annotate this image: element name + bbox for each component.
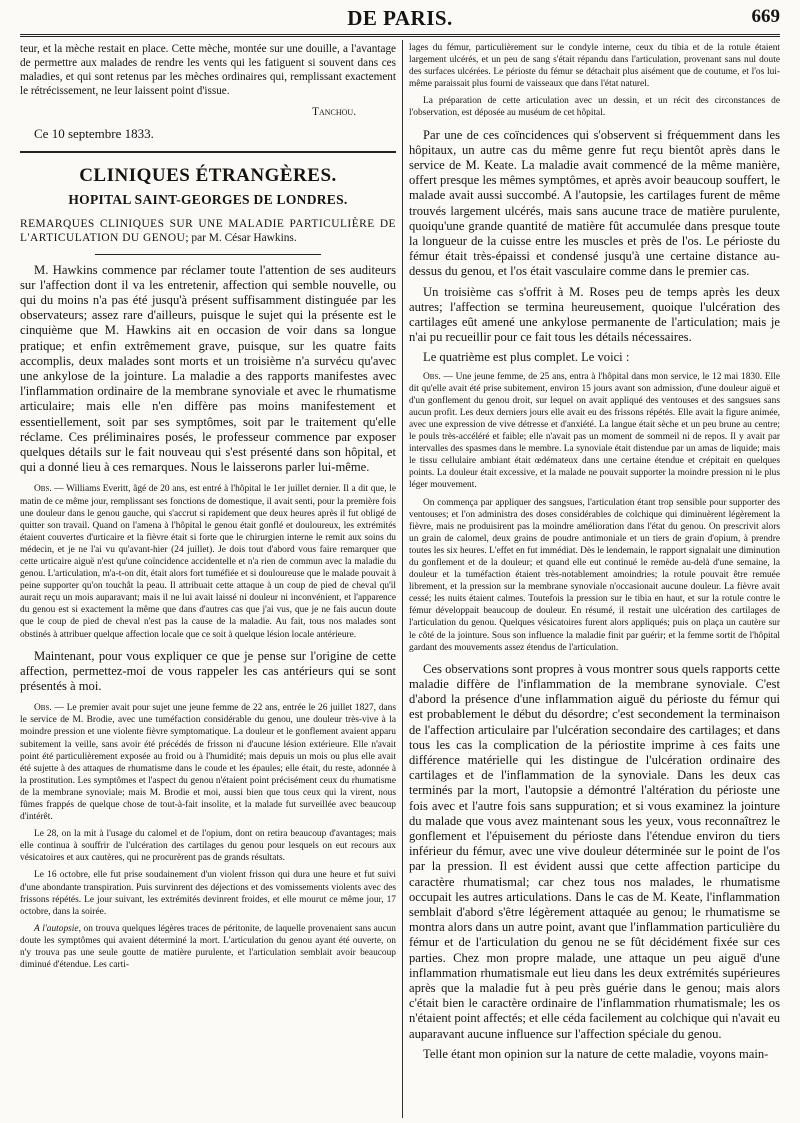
page-number: 669 xyxy=(751,6,780,27)
paragraph-closing: Telle étant mon opinion sur la nature de cette maladie, voyons main- xyxy=(423,1046,769,1061)
observation-first-case-autopsy xyxy=(20,923,396,971)
paragraph-keate-case: Par une de ces coïncidences qui s'observent si fréquemment dans les hôpitaux, un autre cas du même genre fut reçu bientôt après dans le service de M. Keate. La maladie avait commencé de la même manière, offert presque les mêmes symptômes, et après avoir beaucoup souffert, le malade avait aussi succombé. A l'autopsie, les cartilages furent de même trouvés largement ulcérés, mais sans aucune trace de matière purulente, quoiqu'une grande quantité de matière fût accumulée dans presque toute la longueur de la cuisse entre les muscles et près de l'os. Le périoste du fémur était très-épaissi et condensé jusqu'à une certaine distance au-dessus du genou, et l'os était vasculaire comme dans le premier cas. xyxy=(409,127,780,279)
article-title-main: REMARQUES CLINIQUES SUR UNE MALADIE PARTICULIÈRE DE L'ARTICULATION DU GENOU xyxy=(20,218,396,245)
page-header xyxy=(20,6,780,32)
museum-note: La préparation de cette articulation avec un dessin, et un récit des circonstances de l'observation, est déposée au muséum de cet hôpital. xyxy=(409,96,780,119)
obs-text: Une jeune femme, de 25 ans, entra à l'hôpital dans mon service, le 12 mai 1830. Elle dit qu'elle avait été prise subitement, environ 15 jours avant son admission, d'une douleur aiguë et d'un gonflement du genou droit, sur lequel on avait appliqué des ventouses et des sangsues sans aucun profit. Les deux derniers jours elle avait eu des frissons répétés. Elle avait la figure animée, avec une expression de vive détresse et d'anxiété. La langue était sèche et un peu brune au centre; le pouls très-accéléré et faible; elle n'avait pas un moment de sommeil ni de repos. Il y avait par intervalles des spasmes dans le membre. La synoviale était distendue par un amas de liquide; mais le tissu cellulaire ambiant était œdémateux dans une certaine étendue et crépitait en quelques points. La douleur était excessive, et la malade ne pouvait supporter la moindre pression ni le plus léger mouvement. xyxy=(409,371,780,491)
observation-first-case-death: Le 16 octobre, elle fut prise soudainement d'un violent frisson qui dura une heure et fut suivi d'une abondante transpiration. Puis survinrent des déjections et des vomissements violents avec des frissons répétés. Le jour suivant, les extrémités devinrent froides, et elle mourut ce même jour, 17 octobre, dans la soirée. xyxy=(20,870,396,917)
observation-first-case-cont: Le 28, on la mit à l'usage du calomel et de l'opium, dont on retira beaucoup d'avantages; mais elle continua à souffrir de l'ulcération des cartilages du genou pour lesquels on eut recours aux vésicatoires et aux cautères, qui ne procurèrent pas de grands résultats. xyxy=(20,829,396,864)
paragraph-intro-hawkins: M. Hawkins commence par réclamer toute l'attention de ses auditeurs sur l'affection dont il va les entretenir, affection qui semble nouvelle, ou qui du moins n'a pas été jusqu'à présent suffisamment distinguée par les observateurs; assez rare d'ailleurs, puisque le sujet qui la présente est le cinquième que M. Hawkins ait en occasion de voir dans sa longue pratique; et enfin extrêmement grave, puisque, sur les quatre faits accomplis, deux malades sont morts et un troisième n'a survécu qu'avec une ankylose de la jointure. La maladie a des rapports manifestes avec l'inflammation ordinaire de la membrane synoviale et avec le rhumatisme articulaire; mais elle n'en diffère pas moins manifestement et essentiellement, soit par ses symptômes, soit par le traitement qu'elle réclame. Ces préliminaires posés, le professeur commence par exposer quelques détails sur le fait nouveau qui s'est présenté dans son hôpital, et qui a donné lieu à ces remarques. Nous le laisserons parler lui-même. xyxy=(20,262,396,475)
running-title: DE PARIS. xyxy=(347,6,453,30)
article-title-author: ; par M. César Hawkins. xyxy=(185,232,297,245)
article-date: Ce 10 septembre 1833. xyxy=(34,125,154,141)
right-column xyxy=(409,42,780,1062)
section-separator xyxy=(20,151,396,153)
left-column xyxy=(20,42,396,971)
autopsy-continued: lages du fémur, particulièrement sur le condyle interne, ceux du tibia et de la rotule étaient largement ulcérés, et un peu de sang s'était répandu dans l'articulation, provenant sans nul doute des surfaces ulcérées. Le périoste du fémur se détachait plus aisément que de coutume, et l'os lui-même paraissait plus fourni de vaisseaux que dans l'état naturel. xyxy=(409,43,780,90)
obs-label: Obs. — xyxy=(34,484,64,495)
column-divider xyxy=(402,40,403,1118)
paragraph-fourth-intro: Le quatrième est plus complet. Le voici : xyxy=(423,350,630,365)
autopsy-label: A l'autopsie xyxy=(34,923,79,934)
observation-fourth-treatment: On commença par appliquer des sangsues, l'articulation étant trop sensible pour supporter des ventouses; et l'on administra des doses considérables de colchique qui diminuèrent légèrement la fièvre, mais ne produisirent pas la moindre amélioration dans l'état du genou. On prescrivit alors un grain de calomel, deux grains de poudre antimoniale et un tiers de grain d'opium, à prendre toutes les six heures. L'effet en fut immédiat. Dès le lendemain, le rapport signalait une diminution du gonflement et de la douleur; et quand elle eut continué le remède au-delà d'une semaine, la douleur et la tuméfaction étaient très-notablement amoindries; la rotule pouvait être remuée librement, et la pression sur la membrane synoviale n'occasionait aucune douleur. La fièvre avait cessé; les nuits étaient calmes. Toutefois la pression sur le tibia en haut, et sur la rotule contre le fémur développait beaucoup de douleur. En résumé, il restait une ulcération des cartilages de l'articulation du genou. Quelques vésicatoires furent alors appliqués; puis on plaça un cautère sur le côté de la jointure. Sous son influence la maladie finit par guérir; et la femme sortit de l'hôpital gardant des mouvements assez étendus de l'articulation. xyxy=(409,497,780,653)
obs-label: Obs. — xyxy=(423,371,453,382)
observation-first-case xyxy=(20,702,396,823)
obs-label: Obs. — xyxy=(34,703,64,714)
obs-text: Le premier avait pour sujet une jeune femme de 22 ans, entrée le 26 juillet 1827, dans le service de M. Brodie, avec une tuméfaction considérable du genou, une douleur très-vive à la moindre pression et une violente fièvre symptomatique. La douleur et le gonflement avaient apparu subitement la veille, sans avoir été précédés de frisson ni d'aucune lésion extérieure. Elle n'avait point été particulièrement exposée au froid ou à l'humidité; mais depuis un mois ou plus elle avait été sujette à des attaques de rhumatisme dans le coude et les épaules; elle était, du reste, adonnée à la prostitution. Les symptômes et l'aspect du genou n'étaient point précisément ceux du rhumatisme de la membrane synoviale; mais M. Brodie et moi, aussi bien que tous ceux qui la virent, nous fûmes frappés de quelque chose de tout-à-fait insolite, et la malade fut surveillée avec beaucoup d'intérêt. xyxy=(20,703,396,823)
paragraph-discussion: Ces observations sont propres à vous montrer sous quels rapports cette maladie diffère de l'inflammation de la membrane synoviale. C'est d'abord la présence d'une inflammation aiguë du périoste du fémur qui est probablement le début du désordre; c'est secondement la terminaison de l'affection articulaire par l'ulcération secondaire des cartilages; et dans tous les cas la complication de la périostite imprime à ces faits une différence matérielle qui les distingue de l'ulcération ordinaire des cartilages et de l'inflammation de la synoviale. Dans les deux cas terminés par la mort, l'autopsie a démontré l'altération du périoste une fois avec et l'autre fois sans suppuration; et si vous examinez la jointure du malade que vous avez maintenant sous les yeux, vous reconnaîtrez le gonflement et l'épuisement du périoste dans l'étendue environ du tiers inférieur du fémur, avec une vive douleur déterminée sur le point de l'os par la pression. Il est évident aussi que cette affection participe du caractère rhumatismal; car chez tous nos malades, le rhumatisme occupait les autres articulations. Dans le cas de M. Keate, l'inflammation semblait d'abord s'être légèrement attaquée au genou; le rhumatisme se montra alors dans un autre point, avant que l'inflammation particulière du fémur et de l'articulation du genou ne se fût décidément fixée sur ces parties. Chez mon propre malade, une attaque un peu aiguë d'une inflammation rhumatismale eut lieu dans les deux extrémités supérieures après que la maladie fut à peu près guérie dans le genou; mais alors c'était bien le caractère ordinaire de l'inflammation rhumatismale; les os n'étaient point affectés; et elle céda facilement au colchique qui n'avait eu auparavant aucune influence sur l'affection spéciale du genou. xyxy=(409,661,780,1041)
section-title: CLINIQUES ÉTRANGÈRES. xyxy=(79,164,337,186)
paragraph-transition: Maintenant, pour vous expliquer ce que je pense sur l'origine de cette affection, permettez-moi de vous rappeler les cas antérieurs qui se sont présentés à moi. xyxy=(20,648,396,694)
obs-text: Williams Everitt, âgé de 20 ans, est entré à l'hôpital le 1er juillet dernier. Il a dit que, le matin de ce même jour, remplissant ses fonctions de domestique, il avait senti, pour la première fois une douleur dans le genou gauche, qui s'accrut si rapidement que deux heures après il fut obligé de quitter son travail. Quand on l'amena à l'hôpital le genou était gonflé et douloureux, les extrémités étaient couvertes d'urticaire et la fièvre était si forte que le chirurgien interne le remit aux soins du médecin, et je ne l'ai vu qu'avant-hier (24 juillet). Je dois tout d'abord vous faire remarquer que cette urticaire aiguë n'est qu'une coïncidence accidentelle et n'a rien de commun avec la maladie du genou. L'articulation, m'a-t-on dit, était alors fort tuméfiée et si douloureuse que le malade pouvait à peine supporter qu'on touchât la peau. Il attribuait cette attaque à un coup de pied de cheval qu'il aurait reçu un mois auparavant; mais il ne lui avait laissé ni douleur ni inconvénient, et l'apparence du genou est si exactement la même que dans d'autres cas que j'ai vus, que je ne fais aucun doute que le coup de pied de cheval n'est pas la cause de la maladie. Au fait, tous nos malades sont obstinés à attribuer quelque affection locale que ce soit à quelque lésion locale antérieure. xyxy=(20,484,396,640)
intro-paragraph: teur, et la mèche restait en place. Cette mèche, montée sur une douille, a l'avantage de permettre aux malades de rendre les vents qui les fatiguent si souvent dans ces maladies, et qui sont retenus par les mèches ordinaires qui, remplissant exactement le rétrécissement, ne leur laissent point d'issue. xyxy=(20,43,396,98)
author-signature: Tanchou. xyxy=(312,105,356,118)
observation-fourth-case xyxy=(409,371,780,492)
article-title xyxy=(20,217,396,245)
header-rule xyxy=(20,34,780,37)
paragraph-third-case: Un troisième cas s'offrit à M. Roses peu de temps après les deux autres; l'affection se termina heureusement, quoique l'ulcération des cartilages eût amené une ankylose permanente de l'articulation; mais je n'ai pu recueillir pour ce fait tous les détails nécessaires. xyxy=(409,284,780,345)
observation-everitt xyxy=(20,483,396,640)
hospital-title: HOPITAL SAINT-GEORGES DE LONDRES. xyxy=(68,192,348,208)
autopsy-text: , on trouva quelques légères traces de péritonite, de laquelle provenaient sans aucun doute les symptômes qui avaient déterminé la mort. L'articulation du genou ayant été ouverte, on n'y trouva pas une seule goutte de matière purulente, et l'articulation semblait avoir beaucoup diminué d'étendue. Les carti- xyxy=(20,923,396,971)
